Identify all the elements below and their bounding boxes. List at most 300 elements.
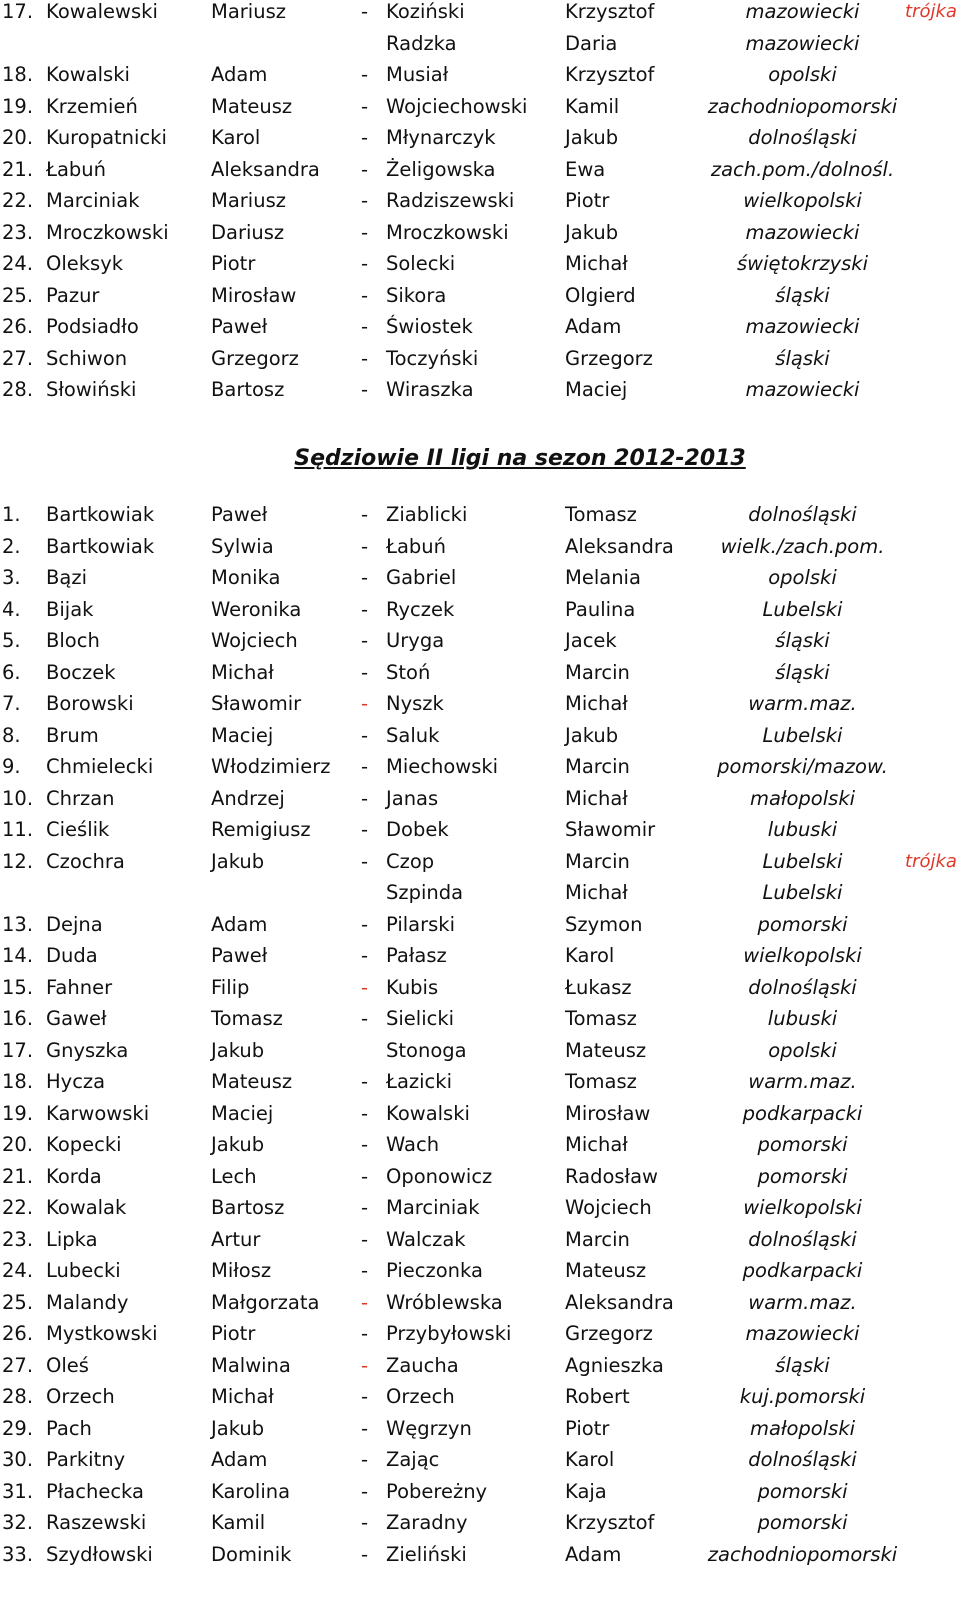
region: mazowiecki — [745, 220, 860, 244]
assistant-surname: Wojciechowski — [386, 94, 528, 118]
table-row — [0, 625, 960, 657]
row-number: 30. — [2, 1448, 34, 1471]
table-row — [0, 28, 960, 60]
table-row — [0, 562, 960, 594]
assistant-first-name: Krzysztof — [565, 0, 655, 23]
referee-surname: Bązi — [46, 566, 87, 589]
region: mazowiecki — [745, 378, 860, 401]
region: warm.maz. — [748, 1290, 857, 1314]
row-number: 1. — [2, 503, 21, 526]
row-number: 27. — [2, 346, 34, 370]
region: pomorski — [757, 1479, 848, 1503]
assistant-surname: Radzka — [386, 31, 457, 55]
pair-dash: - — [361, 283, 369, 307]
row-number: 26. — [2, 1322, 34, 1345]
assistant-first-name: Wojciech — [565, 1196, 652, 1219]
referee-first-name: Grzegorz — [211, 346, 299, 370]
assistant-first-name: Marcin — [565, 755, 630, 778]
table-row — [0, 248, 960, 280]
assistant-surname: Łazicki — [386, 1070, 452, 1093]
referee-first-name: Adam — [211, 63, 268, 86]
region: warm.maz. — [748, 1070, 857, 1093]
assistant-surname: Mroczkowski — [386, 220, 509, 244]
region: małopolski — [749, 786, 856, 810]
pair-dash: - — [361, 1007, 369, 1030]
pair-dash: - — [361, 315, 369, 338]
referee-surname: Pach — [46, 1416, 92, 1440]
row-number: 31. — [2, 1479, 34, 1503]
assistant-surname: Zaradny — [386, 1511, 468, 1534]
row-number: 27. — [2, 1353, 34, 1377]
table-row — [0, 783, 960, 815]
table-row — [0, 343, 960, 375]
assistant-first-name: Szymon — [565, 912, 643, 936]
referee-first-name: Dominik — [211, 1542, 292, 1566]
region: śląski — [775, 629, 830, 652]
referee-first-name: Karol — [211, 126, 261, 149]
region: Lubelski — [762, 881, 843, 904]
referee-first-name: Mateusz — [211, 94, 293, 118]
assistant-first-name: Ewa — [565, 157, 606, 181]
row-number: 26. — [2, 315, 34, 338]
assistant-first-name: Radosław — [565, 1164, 658, 1188]
row-number: 28. — [2, 1385, 34, 1408]
referee-surname: Czochra — [46, 849, 125, 873]
pair-dash: - — [361, 944, 369, 967]
table-row — [0, 1381, 960, 1413]
referee-surname: Kowalak — [46, 1196, 127, 1219]
region: pomorski — [757, 1133, 848, 1156]
region: wielkopolski — [743, 944, 862, 967]
region: pomorski — [757, 1164, 848, 1188]
row-number: 33. — [2, 1542, 34, 1566]
referee-surname: Fahner — [46, 975, 113, 999]
table-row — [0, 1350, 960, 1382]
assistant-surname: Solecki — [386, 252, 456, 275]
table-row — [0, 1413, 960, 1445]
pair-dash: - — [361, 692, 369, 715]
referee-surname: Lubecki — [46, 1259, 121, 1282]
assistant-surname: Wróblewska — [386, 1290, 503, 1314]
assistant-surname: Marciniak — [386, 1196, 480, 1219]
section-title: Sędziowie II ligi na sezon 2012-2013 — [294, 446, 746, 471]
referee-surname: Oleś — [46, 1353, 89, 1377]
table-row — [0, 1507, 960, 1539]
region: śląski — [775, 346, 830, 370]
referee-first-name: Maciej — [211, 723, 274, 747]
referee-first-name: Michał — [211, 660, 274, 684]
note: trójka — [905, 850, 957, 872]
referee-surname: Mroczkowski — [46, 220, 169, 244]
note: trójka — [905, 1, 957, 22]
assistant-first-name: Jakub — [565, 220, 619, 244]
referee-first-name: Michał — [211, 1385, 274, 1408]
referee-first-name: Jakub — [211, 1133, 265, 1156]
assistant-first-name: Mirosław — [565, 1101, 651, 1125]
table-row — [0, 1224, 960, 1256]
row-number: 23. — [2, 220, 34, 244]
pair-dash: - — [361, 189, 369, 212]
assistant-first-name: Robert — [565, 1385, 630, 1408]
referee-surname: Parkitny — [46, 1448, 126, 1471]
row-number: 4. — [2, 597, 21, 621]
referee-first-name: Mirosław — [211, 283, 297, 307]
region: dolnośląski — [748, 126, 857, 149]
pair-dash: - — [361, 755, 369, 778]
pair-dash: - — [361, 503, 369, 526]
assistant-first-name: Michał — [565, 1133, 628, 1156]
table-row — [0, 91, 960, 123]
assistant-surname: Koziński — [386, 0, 465, 23]
referee-surname: Podsiadło — [46, 315, 139, 338]
referee-surname: Chmielecki — [46, 755, 154, 778]
referee-surname: Borowski — [46, 692, 134, 715]
referee-surname: Marciniak — [46, 189, 140, 212]
referee-surname: Kopecki — [46, 1133, 122, 1156]
table-row — [0, 1444, 960, 1476]
assistant-first-name: Maciej — [565, 378, 628, 401]
assistant-first-name: Tomasz — [565, 1007, 637, 1030]
assistant-first-name: Daria — [565, 31, 618, 55]
referee-first-name: Sławomir — [211, 692, 302, 715]
region: opolski — [768, 63, 837, 86]
row-number: 9. — [2, 755, 21, 778]
table-row — [0, 751, 960, 783]
table-row — [0, 217, 960, 249]
row-number: 21. — [2, 157, 34, 181]
assistant-surname: Świostek — [386, 315, 473, 338]
referee-first-name: Jakub — [211, 1416, 265, 1440]
referee-surname: Cieślik — [46, 818, 110, 841]
pair-dash: - — [361, 378, 369, 401]
assistant-first-name: Adam — [565, 315, 622, 338]
table-row — [0, 531, 960, 563]
row-number: 5. — [2, 629, 21, 652]
referee-surname: Karwowski — [46, 1101, 150, 1125]
referee-first-name: Remigiusz — [211, 818, 311, 841]
referee-first-name: Filip — [211, 975, 250, 999]
region: podkarpacki — [742, 1101, 863, 1125]
table-row — [0, 814, 960, 846]
row-number: 20. — [2, 126, 34, 149]
assistant-first-name: Piotr — [565, 189, 610, 212]
referee-first-name: Karolina — [211, 1479, 291, 1503]
assistant-first-name: Kamil — [565, 94, 620, 118]
referee-first-name: Monika — [211, 566, 281, 589]
assistant-first-name: Jakub — [565, 126, 619, 149]
assistant-first-name: Krzysztof — [565, 63, 655, 86]
referee-surname: Korda — [46, 1164, 102, 1188]
assistant-surname: Gabriel — [386, 566, 457, 589]
assistant-first-name: Marcin — [565, 660, 630, 684]
pair-dash: - — [361, 1511, 369, 1534]
referee-surname: Bartkowiak — [46, 503, 155, 526]
assistant-surname: Szpinda — [386, 881, 464, 904]
assistant-surname: Kubis — [386, 975, 439, 999]
pair-dash: - — [361, 534, 369, 558]
assistant-first-name: Piotr — [565, 1416, 610, 1440]
table-row — [0, 1192, 960, 1224]
assistant-surname: Żeligowska — [386, 157, 496, 181]
row-number: 21. — [2, 1164, 34, 1188]
row-number: 17. — [2, 0, 34, 23]
region: Lubelski — [762, 723, 843, 747]
region: kuj.pomorski — [739, 1385, 866, 1408]
row-number: 17. — [2, 1038, 34, 1062]
referee-surname: Płachecka — [46, 1479, 144, 1503]
assistant-surname: Stonoga — [386, 1038, 467, 1062]
assistant-first-name: Tomasz — [565, 503, 637, 526]
referee-first-name: Jakub — [211, 849, 265, 873]
referee-surname: Lipka — [46, 1227, 98, 1251]
region: zachodniopomorski — [707, 94, 898, 118]
table-row — [0, 59, 960, 91]
pair-dash: - — [361, 63, 369, 86]
assistant-surname: Radziszewski — [386, 189, 515, 212]
referee-surname: Łabuń — [46, 157, 107, 181]
region: pomorski/mazow. — [717, 755, 888, 778]
referee-surname: Szydłowski — [46, 1542, 153, 1566]
table-row — [0, 0, 960, 28]
region: dolnośląski — [748, 1227, 857, 1251]
assistant-surname: Zieliński — [386, 1542, 467, 1566]
referee-surname: Bloch — [46, 629, 100, 652]
region: dolnośląski — [748, 1448, 857, 1471]
table-row — [0, 909, 960, 941]
referee-first-name: Piotr — [211, 252, 256, 275]
table-row — [0, 877, 960, 909]
assistant-surname: Przybyłowski — [386, 1322, 512, 1345]
row-number: 12. — [2, 849, 34, 873]
region: mazowiecki — [745, 1322, 860, 1345]
assistant-first-name: Michał — [565, 692, 628, 715]
row-number: 32. — [2, 1511, 34, 1534]
referee-first-name: Wojciech — [211, 629, 298, 652]
referee-surname: Słowiński — [46, 378, 137, 401]
pair-dash: - — [361, 1290, 369, 1314]
table-row — [0, 1287, 960, 1319]
pair-dash: - — [361, 723, 369, 747]
pair-dash: - — [361, 912, 369, 936]
referee-first-name: Piotr — [211, 1322, 256, 1345]
table-row — [0, 280, 960, 312]
row-number: 22. — [2, 189, 34, 212]
row-number: 2. — [2, 534, 21, 558]
assistant-first-name: Karol — [565, 1448, 615, 1471]
region: opolski — [768, 566, 837, 589]
row-number: 10. — [2, 786, 34, 810]
region: wielkopolski — [743, 1196, 862, 1219]
table-row — [0, 374, 960, 406]
referee-first-name: Paweł — [211, 503, 268, 526]
table-row — [0, 594, 960, 626]
assistant-first-name: Marcin — [565, 849, 630, 873]
assistant-surname: Nyszk — [386, 692, 444, 715]
pair-dash: - — [361, 252, 369, 275]
referee-surname: Chrzan — [46, 786, 115, 810]
row-number: 25. — [2, 283, 34, 307]
region: pomorski — [757, 1511, 848, 1534]
referee-surname: Raszewski — [46, 1511, 147, 1534]
row-number: 28. — [2, 378, 34, 401]
referee-surname: Orzech — [46, 1385, 115, 1408]
table-row — [0, 972, 960, 1004]
region: warm.maz. — [748, 692, 857, 715]
assistant-surname: Stoń — [386, 660, 431, 684]
assistant-first-name: Grzegorz — [565, 346, 653, 370]
row-number: 24. — [2, 1259, 34, 1282]
pair-dash: - — [361, 1196, 369, 1219]
referee-surname: Duda — [46, 944, 98, 967]
referee-first-name: Weronika — [211, 597, 302, 621]
referee-surname: Malandy — [46, 1290, 129, 1314]
region: dolnośląski — [748, 503, 857, 526]
row-number: 8. — [2, 723, 21, 747]
region: śląski — [775, 283, 830, 307]
region: lubuski — [767, 818, 838, 841]
referee-surname: Gnyszka — [46, 1038, 129, 1062]
assistant-first-name: Aleksandra — [565, 1290, 674, 1314]
assistant-first-name: Adam — [565, 1542, 622, 1566]
referee-first-name: Paweł — [211, 315, 268, 338]
region: zachodniopomorski — [707, 1542, 898, 1566]
table-row — [0, 720, 960, 752]
referee-first-name: Małgorzata — [211, 1290, 320, 1314]
assistant-first-name: Mateusz — [565, 1259, 647, 1282]
assistant-surname: Sikora — [386, 283, 447, 307]
region: Lubelski — [762, 849, 843, 873]
table-row — [0, 1476, 960, 1508]
assistant-surname: Dobek — [386, 818, 449, 841]
row-number: 19. — [2, 1101, 34, 1125]
pair-dash: - — [361, 1259, 369, 1282]
referee-surname: Schiwon — [46, 346, 128, 370]
row-number: 13. — [2, 912, 34, 936]
table-row — [0, 1161, 960, 1193]
assistant-surname: Orzech — [386, 1385, 455, 1408]
region: wielk./zach.pom. — [720, 534, 885, 558]
pair-dash: - — [361, 818, 369, 841]
referee-first-name: Tomasz — [211, 1007, 283, 1030]
row-number: 22. — [2, 1196, 34, 1219]
pair-dash: - — [361, 1227, 369, 1251]
referee-surname: Boczek — [46, 660, 116, 684]
referee-first-name: Adam — [211, 912, 268, 936]
assistant-first-name: Sławomir — [565, 818, 656, 841]
pair-dash: - — [361, 220, 369, 244]
region: mazowiecki — [745, 0, 860, 23]
assistant-first-name: Agnieszka — [565, 1353, 664, 1377]
row-number: 19. — [2, 94, 34, 118]
referee-first-name: Mateusz — [211, 1070, 293, 1093]
referee-first-name: Lech — [211, 1164, 257, 1188]
pair-dash: - — [361, 849, 369, 873]
pair-dash: - — [361, 1542, 369, 1566]
pair-dash: - — [361, 1101, 369, 1125]
pair-dash: - — [361, 975, 369, 999]
region: podkarpacki — [742, 1259, 863, 1282]
region: opolski — [768, 1038, 837, 1062]
table-row — [0, 122, 960, 154]
row-number: 25. — [2, 1290, 34, 1314]
pair-dash: - — [361, 1385, 369, 1408]
assistant-surname: Pałasz — [386, 944, 447, 967]
referee-surname: Dejna — [46, 912, 103, 936]
pair-dash: - — [361, 1164, 369, 1188]
pair-dash: - — [361, 1479, 369, 1503]
table-row — [0, 1539, 960, 1571]
referee-surname: Pazur — [46, 283, 100, 307]
table-row — [0, 1255, 960, 1287]
assistant-first-name: Tomasz — [565, 1070, 637, 1093]
region: mazowiecki — [745, 315, 860, 338]
row-number: 6. — [2, 660, 21, 684]
assistant-first-name: Mateusz — [565, 1038, 647, 1062]
pair-dash: - — [361, 660, 369, 684]
region: Lubelski — [762, 597, 843, 621]
table-row — [0, 499, 960, 531]
assistant-surname: Uryga — [386, 629, 445, 652]
table-row — [0, 1129, 960, 1161]
region: świętokrzyski — [736, 252, 869, 275]
referee-first-name: Paweł — [211, 944, 268, 967]
row-number: 24. — [2, 252, 34, 275]
referee-first-name: Kamil — [211, 1511, 266, 1534]
assistant-first-name: Melania — [565, 566, 641, 589]
assistant-surname: Pilarski — [386, 912, 456, 936]
region: małopolski — [749, 1416, 856, 1440]
assistant-first-name: Krzysztof — [565, 1511, 655, 1534]
region: pomorski — [757, 912, 848, 936]
table-row — [0, 154, 960, 186]
assistant-first-name: Marcin — [565, 1227, 630, 1251]
assistant-first-name: Michał — [565, 786, 628, 810]
table-row — [0, 1035, 960, 1067]
pair-dash: - — [361, 629, 369, 652]
pair-dash: - — [361, 126, 369, 149]
assistant-surname: Ziablicki — [386, 503, 468, 526]
table-row — [0, 1318, 960, 1350]
row-number: 18. — [2, 1070, 34, 1093]
pair-dash: - — [361, 786, 369, 810]
assistant-surname: Zaucha — [386, 1353, 459, 1377]
referee-surname: Oleksyk — [46, 252, 124, 275]
assistant-surname: Miechowski — [386, 755, 499, 778]
row-number: 23. — [2, 1227, 34, 1251]
pair-dash: - — [361, 1133, 369, 1156]
table-row — [0, 657, 960, 689]
row-number: 3. — [2, 566, 21, 589]
pair-dash: - — [361, 157, 369, 181]
assistant-surname: Ryczek — [386, 597, 455, 621]
assistant-surname: Pobereżny — [386, 1479, 488, 1503]
referee-surname: Kowalski — [46, 63, 130, 86]
region: lubuski — [767, 1007, 838, 1030]
assistant-surname: Kowalski — [386, 1101, 470, 1125]
table-row — [0, 1098, 960, 1130]
referee-surname: Gaweł — [46, 1007, 107, 1030]
referee-first-name: Adam — [211, 1448, 268, 1471]
assistant-first-name: Michał — [565, 881, 628, 904]
assistant-first-name: Karol — [565, 944, 615, 967]
pair-dash: - — [361, 1322, 369, 1345]
assistant-surname: Łabuń — [386, 534, 447, 558]
referee-surname: Bijak — [46, 597, 94, 621]
region: zach.pom./dolnośl. — [710, 157, 895, 181]
referee-surname: Brum — [46, 723, 99, 747]
assistant-surname: Wach — [386, 1133, 440, 1156]
assistant-first-name: Łukasz — [565, 975, 632, 999]
